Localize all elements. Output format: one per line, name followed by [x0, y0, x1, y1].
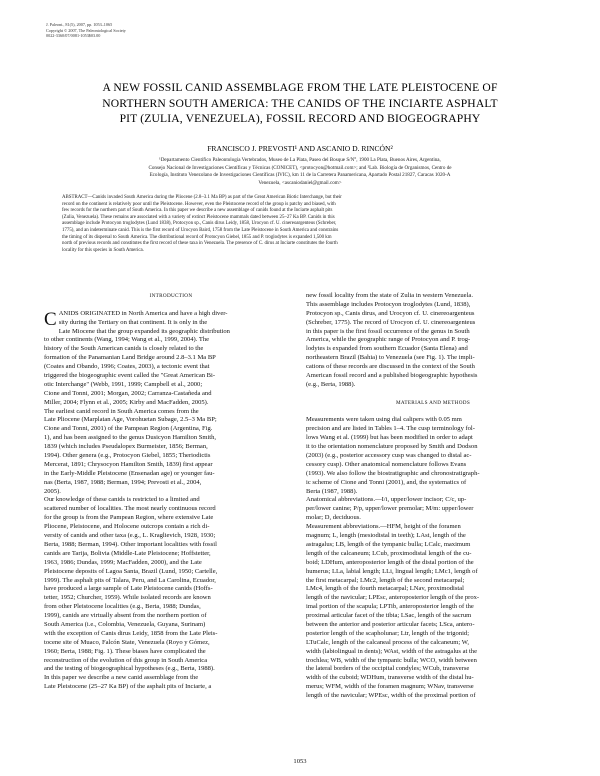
text-line: Mercerat, 1891; Chrysocyon Hamilton Smith, 1839) first appear — [44, 460, 213, 468]
text-line: it to the orientation nomenclature proposed by Smith and Dodson — [306, 443, 478, 451]
text-line: history of the South American canids is closely related to the — [44, 345, 204, 353]
left-column — [44, 292, 298, 692]
abstract-line: the timing of its dispersal to South America. The distributional record of Protocyon Giebel, 1855 and P. troglodytes is expanded 1,500 km — [62, 234, 332, 240]
text-line: from other Pleistocene localities (e.g., Berta, 1988; Dundas, — [44, 603, 201, 611]
text-line: the lateral borders of the occipital condyles; WCub, transverse — [306, 665, 470, 673]
text-line: per/lower canine; P/p, upper/lower premolar; M/m: upper/lower — [306, 505, 474, 513]
text-line: 1960; Berta, 1988; Fig. 1). These biases have complicated the — [44, 647, 206, 655]
text-line: 2005). — [44, 487, 61, 495]
text-line: molar; D, deciduous. — [306, 514, 361, 522]
text-line: Pliocene, Pleistocene, and Holocene outcrops contain a rich di- — [44, 523, 210, 531]
affiliation-line: ¹Departamento Científico Paleontología Vertebrados, Museo de La Plata, Paseo del Bosque S/N°, 1900 La Plata, Buenos Aires, Argentina, — [159, 157, 441, 163]
spacer — [306, 408, 560, 417]
text-line: Anatomical abbreviations.—I/i, upper/lower incisor; C/c, up- — [306, 496, 467, 504]
text-line: width (labiolingual in dents); WAst, width of the astragalus at the — [306, 647, 477, 655]
page-number: 1053 — [293, 758, 307, 765]
text-line: formation of the Panamanian Land Bridge around 2.8–3.1 Ma BP — [44, 354, 216, 362]
text-line: for the group is from the Pampean Region, where extensive Late — [44, 514, 214, 522]
text-line: Late Pliocene (Marplatan Age, Vorohuetan Subage, 2.5–3 Ma BP; — [44, 416, 217, 424]
journal-issn: 0022-3360/07/0081-1053$03.00 — [46, 33, 101, 38]
text-line: otic Interchange" (Webb, 1991, 1999; Campbell et al., 2000; — [44, 380, 203, 388]
text-line: The earliest canid record in South America comes from the — [44, 407, 199, 415]
text-line: 1839 (which includes Pseudalopex Burmeister, 1856; Berman, — [44, 443, 208, 451]
author-list: FRANCISCO J. PREVOSTI¹ AND ASCANIO D. RINCÓN² — [207, 144, 393, 153]
title-line: NORTHERN SOUTH AMERICA: THE CANIDS OF THE INCIARTE ASPHALT — [102, 96, 498, 110]
abstract-line: locality for this species in South America. — [62, 247, 144, 253]
text-line: merus; WFM, width of the foramen magnum; WNav, transverse — [306, 683, 474, 691]
text-line: America, while the geographic range of Protocyon and P. trog- — [306, 336, 471, 344]
abstract-line: north of previous records and constitutes the first record of these taxa in Venezuela. The presence of C. dirus at Inciarte constitutes the fourth — [62, 241, 338, 247]
text-line: and the testing of biogeographical hypotheses (e.g., Berta, 1988). — [44, 665, 215, 673]
journal-copyright: Copyright © 2007, The Paleontological Society — [46, 27, 126, 33]
text-line: precision and are listed in Tables 1–4. The cusp terminology fol- — [306, 425, 475, 433]
text-line: length of the navicular; WPEsc, width of the proximal portion of — [306, 692, 476, 700]
affiliation-line: Consejo Nacional de Investigaciones Científicas y Técnicas (CONICET), <protocyon@hotmail.com>; and ²Lab. Biología de Organismos, Centro de — [148, 164, 452, 171]
text-line: cessory cusp). Other anatomical nomenclature follows Evans — [306, 460, 467, 468]
text-line: tetter, 1952; Churcher, 1959). While isolated records are known — [44, 594, 211, 602]
abstract-line: (Zulia, Venezuela). These remains are associated with a variety of extinct Pleistocene mammals dated between 25–27 Ka BP. Canids in this — [62, 214, 335, 220]
text-line: (1993). We also follow the biostratigraphic and chronostratigraph- — [306, 469, 480, 477]
text-line: lodytes is expanded from southern Ecuador (Santa Elena) and — [306, 345, 468, 353]
text-line: Berta (1987, 1988). — [306, 487, 358, 495]
text-line: Miller, 2004; Flynn et al., 2005; Kirby and MacFadden, 2005). — [44, 398, 209, 406]
text-line: reconstruction of the evolution of this group in South America — [44, 656, 208, 664]
affiliation-line: Ecología, Instituto Venezolano de Investigaciones Científicas (IVIC), km 11 de la Carretera Panamericana, Apartado Postal 21827, Caracas 1020-A — [149, 172, 451, 179]
text-line: proximal articular facet of the tibia; LSac, length of the sacrum — [306, 612, 472, 620]
text-line: between the anterior and posterior articular facets; LSca, antero- — [306, 620, 475, 628]
text-line: In this paper we describe a new canid assemblage from the — [44, 674, 199, 682]
title-line: A NEW FOSSIL CANID ASSEMBLAGE FROM THE LATE PLEISTOCENE OF — [102, 81, 498, 94]
text-line: length of the navicular; LPEsc, anteroposterior length of the prox- — [306, 594, 480, 602]
abstract-line: record on the continent is relatively poor until the Pleistocene. However, even the Pleistocene record of the group is patchy and biased, with — [62, 201, 336, 207]
text-line: in this paper is the first fossil occurrence of the genus in South — [306, 327, 470, 335]
text-line: have produced a large sample of Late Pleistocene canids (Hoffs- — [44, 585, 213, 593]
text-line: lows Wang et al. (1999) but has been modified in order to adapt — [306, 434, 473, 442]
text-line: (e.g., Berta, 1988). — [306, 380, 356, 388]
text-line: width of the cuboid; WDHum, transverse width of the distal hu- — [306, 674, 474, 682]
text-line: northeastern Brazil (Bahia) to Venezuela (see Fig. 1). The impli- — [306, 354, 475, 362]
text-line: South America (i.e., Colombia, Venezuela, Guyana, Surinam) — [44, 620, 206, 628]
text-line: American fossil record and a published biogeographic hypothesis — [306, 372, 478, 380]
text-line: Protocyon sp., Canis dirus, and Urocyon cf. U. cinereoargenteus — [306, 309, 475, 317]
text-line: 1), and has been assigned to the genus Dusicyon Hamilton Smith, — [44, 434, 217, 442]
journal-citation: J. Paleont., 81(5), 2007, pp. 1053–1065 — [46, 22, 113, 27]
text-line: with the exception of Canis dirus Leidy, 1858 from the Late Pleis- — [44, 629, 218, 637]
text-line: 1994). Other genera (e.g., Protocyon Giebel, 1855; Theriodictis — [44, 452, 211, 460]
affiliation-line: Venezuela, <ascaniodaniel@gmail.com> — [258, 179, 342, 186]
text-line: LMc4, length of the fourth metacarpal; LNav, proximodistal — [306, 585, 464, 593]
text-line: sity during the Tertiary on that continent. It is only in the — [58, 318, 208, 326]
spacer — [306, 390, 560, 399]
text-line: Our knowledge of these canids is restricted to a limited and — [44, 496, 200, 504]
text-line: Pleistocene deposits of Lagoa Santa, Brazil (Lund, 1950; Cartelle, — [44, 567, 218, 575]
text-line: imal portion of the scapula; LPTib, anteroposterior length of the — [306, 603, 474, 611]
text-line: boid; LDHum, anteroposterior length of the distal portion of the — [306, 558, 474, 566]
text-line: to other continents (Wang, 1994; Wang et al., 1999, 2004). The — [44, 336, 210, 344]
text-line: Measurements were taken using dial calipers with 0.05 mm — [306, 416, 462, 424]
text-line: posterior length of the scapholunar; Ltr, length of the trigonid; — [306, 629, 470, 637]
text-line: canids are Tarija, Bolivia (Middle-Late Pleistocene; Hoffstetter, — [44, 549, 211, 557]
text-line: 1999). The asphalt pits of Talara, Peru, and La Carolina, Ecuador, — [44, 576, 216, 584]
text-line: new fossil locality from the state of Zulia in western Venezuela. — [306, 292, 473, 299]
text-line: trochlea; WB, width of the tympanic bulla; WCO, width between — [306, 656, 477, 664]
text-line: tocene site of Muaco, Falcón State, Venezuela (Royo y Gómez, — [44, 638, 210, 646]
text-line: (Schreber, 1775). The record of Urocyon cf. U. cinereoargenteus — [306, 318, 476, 326]
text-line: Berta, 1988; Berman, 1994). Other important localities with fossil — [44, 540, 217, 548]
abstract — [62, 195, 540, 254]
methods-heading: MATERIALS AND METHODS — [395, 399, 471, 406]
text-line: Measurement abbreviations.—HFM, height of the foramen — [306, 523, 461, 531]
affiliations — [56, 157, 544, 187]
text-line: magnum; L, length (mesiodistal in teeth); LAst, length of the — [306, 532, 466, 540]
drop-cap: C — [44, 308, 57, 330]
title-line: PIT (ZULIA, VENEZUELA), FOSSIL RECORD AND BIOGEOGRAPHY — [119, 112, 481, 126]
text-line: the first metacarpal; LMc2, length of the second metacarpal; — [306, 576, 465, 584]
text-line: humerus; LLa, labial length; LLi, lingual length; LMc1, length of — [306, 567, 478, 575]
text-line: This assemblage includes Protocyon troglodytes (Lund, 1838), — [306, 300, 471, 308]
text-line: ic scheme of Cione and Tonni (2001), and, the systematics of — [306, 478, 467, 486]
text-line: (Coates and Obando, 1996; Coates, 2003), a tectonic event that — [44, 363, 210, 371]
text-line: ANIDS ORIGINATED in North America and have a high diver- — [58, 309, 228, 317]
text-line: Cione and Tonni, 2001) of the Pampean Region (Argentina, Fig. — [44, 425, 213, 433]
abstract-line: ABSTRACT—Canids invaded South America during the Pliocene (2.8–3.1 Ma BP) as part of the Great American Biotic Interchange, but their — [62, 195, 342, 200]
text-line: in the Early-Middle Pleistocene (Ensenadan age) or younger fau- — [44, 469, 215, 477]
right-column — [306, 292, 560, 701]
text-line: triggered the biogeographic event called the "Great American Bi- — [44, 372, 216, 380]
text-line: Cione and Tonni, 2001; Morgan, 2002; Carranza-Castañeda and — [44, 389, 212, 397]
abstract-line: assemblage include Protocyon troglodytes (Lund 1838), Protocyon sp., Canis dirus Leidy, 1858, Urocyon cf. U. cinereoargenteus (Schreber, — [62, 221, 337, 227]
text-line: nas (Berta, 1987, 1988; Berman, 1994; Prevosti et al., 2004, — [44, 478, 202, 486]
spacer — [44, 301, 298, 310]
journal-header — [46, 22, 346, 39]
introduction-text — [44, 310, 298, 692]
text-line: Late Miocene that the group expanded its geographic distribution — [58, 327, 230, 335]
text-line: Late Pleistocene (25–27 Ka BP) of the asphalt pits of Inciarte, a — [44, 683, 212, 691]
text-line: cations of these records are discussed in the context of the South — [306, 363, 475, 371]
text-line: astragalus; LB, length of the tympanic bulla; LCalc, maximum — [306, 540, 471, 548]
abstract-line: 1775), and an indeterminate canid. This is the first record of Urocyon Baird, 1758 from the Late Pleistocene in South America and constrains — [62, 227, 339, 233]
text-line: versity of canids and other taxa (e.g., L. Kraglievich, 1928, 1930; — [44, 532, 216, 540]
abstract-line: few records for the northern part of South America. In this paper we describe a new assemblage of canids found at the Inciarte asphalt pits — [62, 208, 333, 214]
text-line: 1963, 1986; Dundas, 1999; MacFadden, 2000), and the Late — [44, 558, 202, 566]
text-line: LTuCalc, length of the calcaneal process of the calcaneum; W, — [306, 638, 469, 646]
text-line: scattered number of localities. The most nearly continuous record — [44, 505, 216, 513]
text-line: (2003) (e.g., posterior accessory cusp was changed to distal ac- — [306, 452, 472, 460]
introduction-heading: INTRODUCTION — [149, 293, 193, 299]
paper-title — [40, 80, 560, 127]
introduction-continued-text — [306, 292, 560, 390]
text-line: 1999), canids are virtually absent from the northern portion of — [44, 612, 207, 620]
text-line: length of the calcaneum; LCub, proximodistal length of the cu- — [306, 549, 472, 557]
methods-text — [306, 416, 560, 701]
